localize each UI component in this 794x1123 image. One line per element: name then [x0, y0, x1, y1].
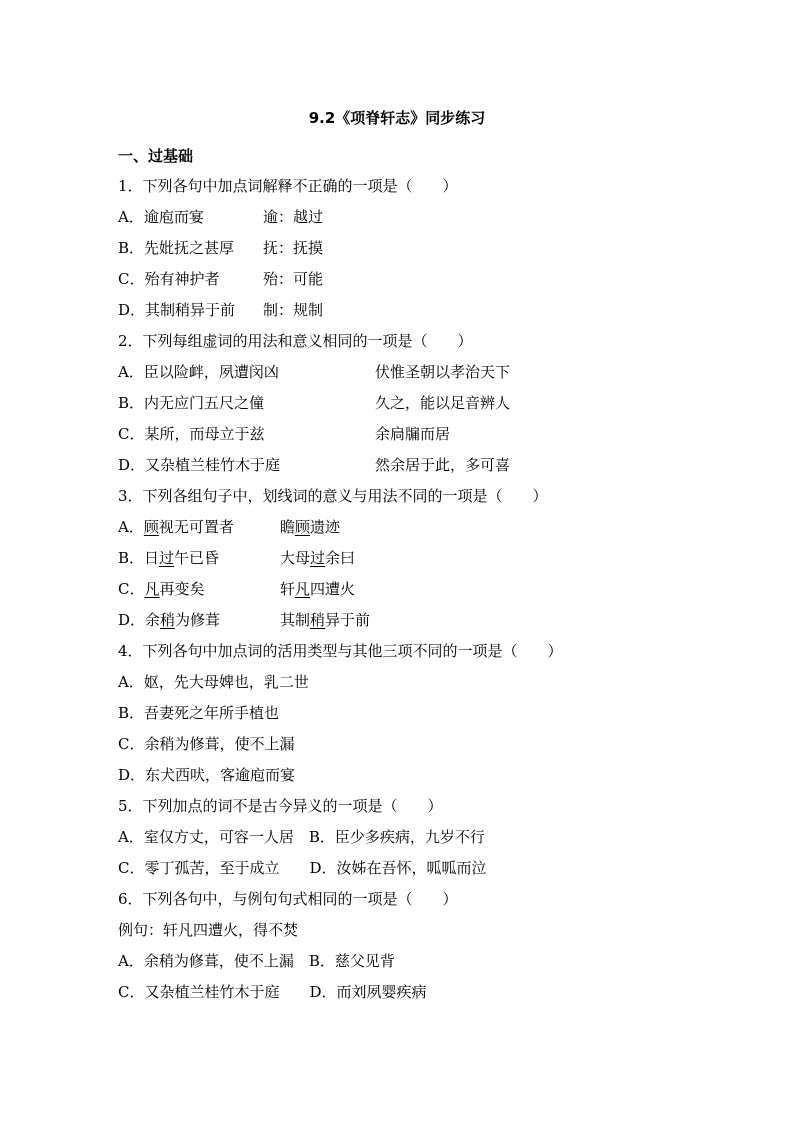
underlined-word: 稍 [160, 611, 176, 629]
question-4-option-d: D．东犬西吠，客逾庖而宴 [118, 766, 296, 784]
question-1-option-c: C．殆有神护者 殆：可能 [118, 270, 324, 288]
question-6-options-row-1: A．余稍为修葺，使不上漏 B．慈父见背 [118, 952, 395, 970]
question-3-option-c: C．凡再变矣 轩凡四遭火 [118, 580, 356, 598]
underlined-word: 稍 [310, 611, 326, 629]
question-1-option-b: B．先妣抚之甚厚 抚：抚摸 [118, 239, 324, 257]
question-5-stem: 5．下列加点的词不是古今异义的一项是（ ） [118, 797, 443, 815]
question-2-stem: 2．下列每组虚词的用法和意义相同的一项是（ ） [118, 332, 473, 350]
question-3-stem: 3．下列各组句子中，划线词的意义与用法不同的一项是（ ） [118, 487, 548, 505]
question-3-option-d: D．余稍为修葺 其制稍异于前 [118, 611, 371, 629]
question-6-options-row-2: C．又杂植兰桂竹木于庭 D．而刘夙婴疾病 [118, 983, 427, 1001]
underlined-word: 凡 [144, 580, 160, 598]
underlined-word: 过 [159, 549, 175, 567]
underlined-word: 顾 [295, 518, 311, 536]
underlined-word: 凡 [295, 580, 311, 598]
question-4-stem: 4．下列各句中加点词的活用类型与其他三项不同的一项是（ ） [118, 642, 563, 660]
question-1-stem: 1．下列各句中加点词解释不正确的一项是（ ） [118, 177, 458, 195]
underlined-word: 过 [310, 549, 326, 567]
question-4-option-b: B．吾妻死之年所手植也 [118, 704, 280, 722]
question-1-option-d: D．其制稍异于前 制：规制 [118, 301, 324, 319]
question-4-option-a: A．妪，先大母婢也，乳二世 [118, 673, 309, 691]
question-5-options-row-1: A．室仅方丈，可容一人居 B．臣少多疾病，九岁不行 [118, 828, 485, 846]
question-1-option-a: A．逾庖而宴 逾：越过 [118, 208, 324, 226]
question-6-stem: 6．下列各句中，与例句句式相同的一项是（ ） [118, 890, 458, 908]
question-2-option-b: B．内无应门五尺之僮 久之，能以足音辨人 [118, 394, 511, 412]
question-5-options-row-2: C．零丁孤苦，至于成立 D．汝姊在吾怀，呱呱而泣 [118, 859, 487, 877]
question-2-option-d: D．又杂植兰桂竹木于庭 然余居于此，多可喜 [118, 456, 511, 474]
page-title: 9.2《项脊轩志》同步练习 [308, 109, 486, 127]
question-2-option-c: C．某所，而母立于兹 余扃牖而居 [118, 425, 451, 443]
underlined-word: 顾 [143, 518, 159, 536]
question-3-option-b: B．日过午已昏 大母过余曰 [118, 549, 356, 567]
question-2-option-a: A．臣以险衅，夙遭闵凶 伏惟圣朝以孝治天下 [118, 363, 511, 381]
question-4-option-c: C．余稍为修葺，使不上漏 [118, 735, 295, 753]
question-list [118, 171, 738, 1008]
question-3-option-a: A．顾视无可置者 瞻顾遗迹 [118, 518, 341, 536]
question-6-example: 例句：轩凡四遭火，得不焚 [118, 921, 299, 939]
section-heading: 一、过基础 [118, 147, 194, 165]
